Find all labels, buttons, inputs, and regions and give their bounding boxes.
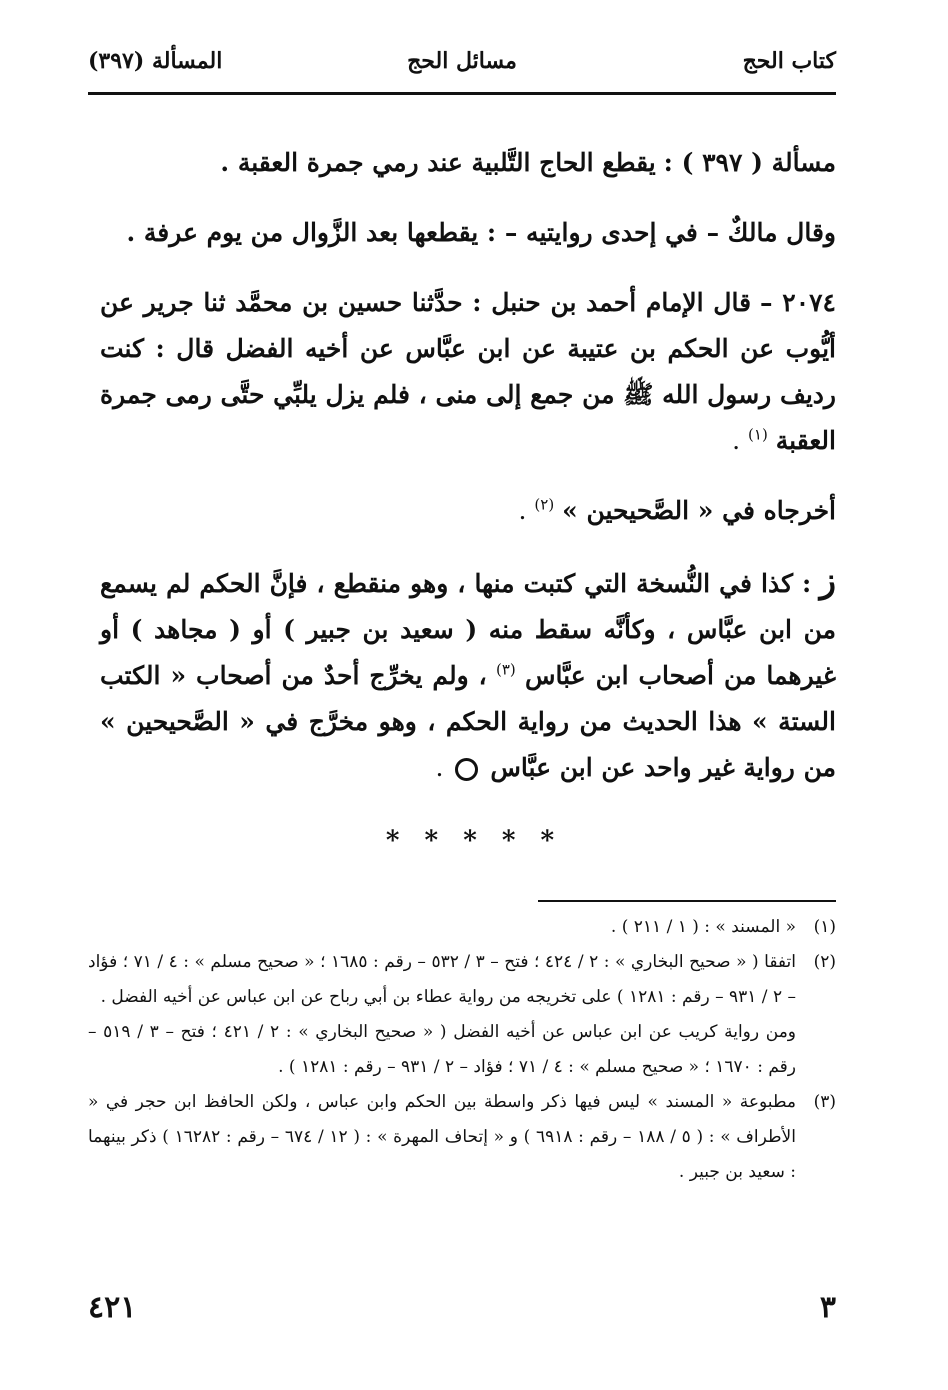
footnote-divider bbox=[538, 900, 836, 902]
footnotes bbox=[88, 910, 836, 1190]
header-divider bbox=[88, 92, 836, 95]
takhrij-paragraph bbox=[100, 488, 836, 534]
footnote-number: (٣) bbox=[813, 1092, 836, 1112]
footnote-3 bbox=[88, 1085, 836, 1190]
takhrij-text: أخرجاه في « الصَّحيحين » bbox=[562, 496, 836, 525]
malik-text: وقال مالكٌ – في إحدى روايتيه – : يقطعها بعد الزَّوال من يوم عرفة . bbox=[126, 218, 836, 247]
header-chapter: مسائل الحج bbox=[407, 48, 517, 74]
footnote-ref-3[interactable]: (٣) bbox=[496, 660, 516, 679]
header-masala: المسألة (٣٩٧) bbox=[88, 48, 223, 74]
masala-paragraph bbox=[100, 140, 836, 186]
comment-paragraph bbox=[100, 558, 836, 791]
section-separator: * * * * * bbox=[385, 826, 563, 856]
page-number: ٤٢١ bbox=[88, 1290, 137, 1325]
page-header bbox=[88, 44, 836, 84]
page-footer bbox=[88, 1290, 836, 1330]
footnote-ref-2[interactable]: (٢) bbox=[534, 495, 555, 514]
comment-text-a: : كذا في النُّسخة التي كتبت منها ، وهو منقطع ، فإنَّ الحكم لم يسمع من ابن عبَّاس ، وكأنَّه سقط منه ( سعيد بن جبير ) أو ( مجاهد ) أو غيرهما من أصحاب ابن عبَّاس bbox=[100, 569, 837, 690]
hadith-text: قال الإمام أحمد بن حنبل : حدَّثنا حسين بن محمَّد ثنا جرير عن أيُّوب عن الحكم بن عتيبة عن ابن عبَّاس عن أخيه الفضل قال : كنت رديف رسول الله ﷺ من جمع إلى منى ، فلم يزل يلبِّي حتَّى رمى جمرة العقبة bbox=[100, 288, 836, 455]
hadith-number: ٢٠٧٤ – bbox=[760, 288, 836, 317]
footnote-1 bbox=[88, 910, 836, 945]
header-book: كتاب الحج bbox=[742, 48, 836, 74]
zay-marker: ز bbox=[819, 561, 836, 601]
footnote-number: (٢) bbox=[813, 952, 836, 972]
footnote-text: « المسند » : ( ١ / ٢١١ ) . bbox=[610, 917, 796, 937]
comment-text-b: ، ولم يخرِّج أحدٌ من أصحاب « الكتب الستة » هذا الحديث من رواية الحكم ، وهو مخرَّج في « الصَّحيحين » من رواية غير واحد عن ابن عبَّاس bbox=[100, 661, 836, 782]
footnote-number: (١) bbox=[813, 917, 836, 937]
footnote-ref-1[interactable]: (١) bbox=[748, 425, 768, 444]
footnote-2 bbox=[88, 945, 836, 1085]
circle-end-icon bbox=[455, 758, 478, 781]
main-text bbox=[100, 140, 836, 815]
malik-paragraph bbox=[100, 210, 836, 256]
hadith-end: . bbox=[732, 426, 741, 455]
masala-heading: مسألة ( ٣٩٧ ) : bbox=[663, 148, 836, 177]
comment-end: . bbox=[435, 753, 444, 782]
footnote-text: ومن رواية كريب عن ابن عباس عن أخيه الفضل ( « صحيح البخاري » : ٢ / ٤٢١ ؛ فتح – ٣ / ٥١٩ – رقم : ١٦٧٠ ؛ « صحيح مسلم » : ٤ / ٧١ ؛ فؤاد – ٢ / ٩٣١ – رقم : ١٢٨١ ) . bbox=[88, 1022, 797, 1077]
hadith-paragraph bbox=[100, 280, 836, 464]
footnote-text: مطبوعة « المسند » ليس فيها ذكر واسطة بين الحكم وابن عباس ، ولكن الحافظ ابن حجر في « الأطراف » : ( ٥ / ١٨٨ – رقم : ٦٩١٨ ) و « إتحاف المهرة » : ( ١٢ / ٦٧٤ – رقم : ١٦٢٨٢ ) ذكر بينهما : سعيد بن جبير . bbox=[88, 1092, 796, 1182]
masala-text: يقطع الحاج التَّلبية عند رمي جمرة العقبة . bbox=[220, 148, 656, 177]
volume-number: ٣ bbox=[819, 1290, 836, 1325]
footnote-text: اتفقا ( « صحيح البخاري » : ٢ / ٤٢٤ ؛ فتح – ٣ / ٥٣٢ – رقم : ١٦٨٥ ؛ « صحيح مسلم » : ٤ / ٧١ ؛ فؤاد – ٢ / ٩٣١ – رقم : ١٢٨١ ) على تخريجه من رواية عطاء بن أبي رباح عن ابن عباس عن أخيه الفضل . bbox=[88, 952, 796, 1007]
takhrij-end: . bbox=[518, 496, 527, 525]
